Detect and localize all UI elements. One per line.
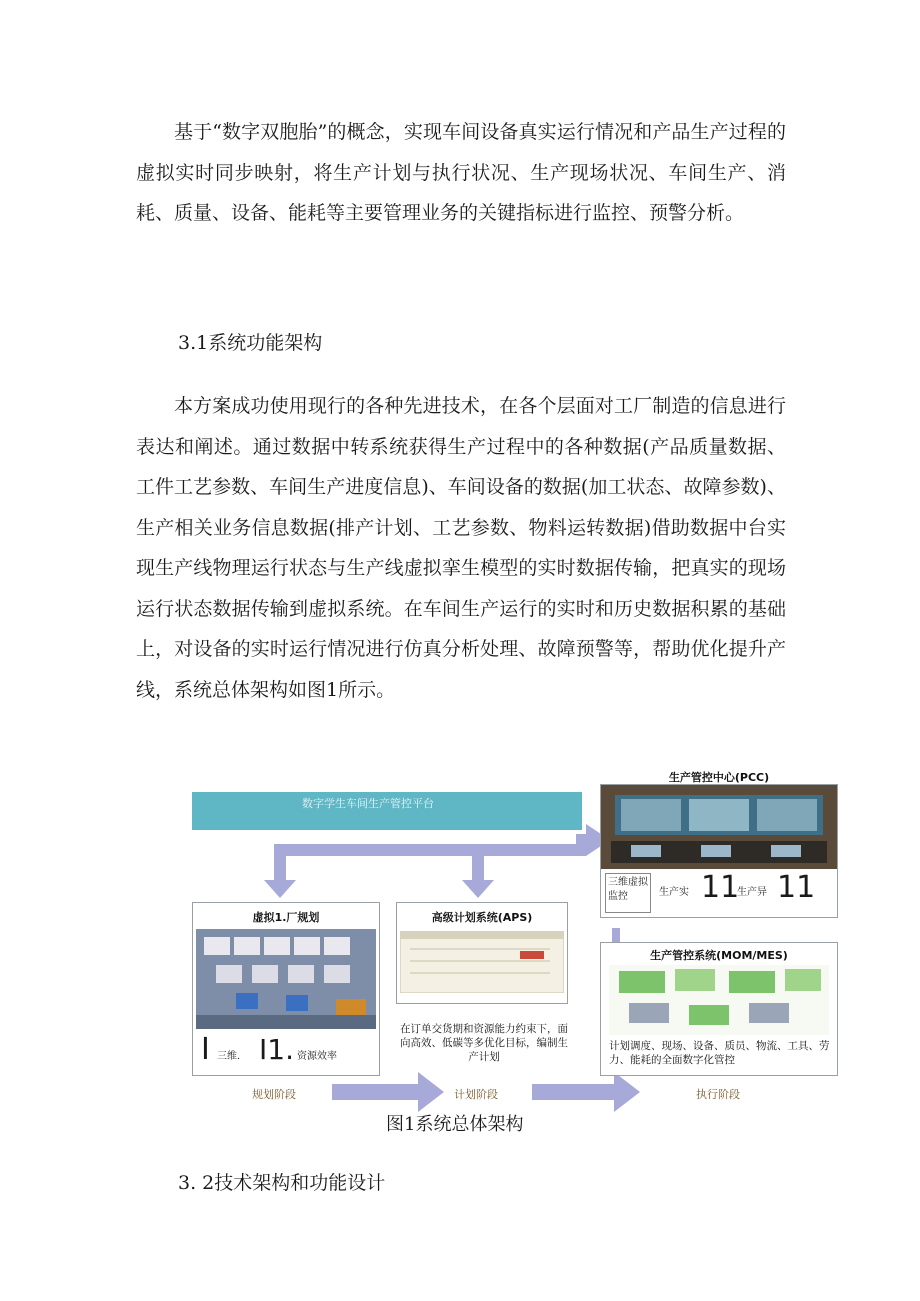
heading-3-1: 3.1系统功能架构 (178, 332, 323, 354)
pcc-cell-anomaly-num: 11 (777, 870, 816, 905)
stage-arrow-1-head (418, 1072, 444, 1112)
pcc-cell-realtime-num: 11 (701, 870, 740, 905)
pcc-cell-anomaly: 生产异 (737, 887, 767, 898)
architecture-figure (186, 762, 838, 1112)
pcc-cells (601, 871, 835, 911)
connector-left-down (274, 844, 286, 884)
paragraph-architecture: 本方案成功使用现行的各种先进技术，在各个层面对工厂制造的信息进行表达和阐述。通过数据中转系统获得生产过程中的各种数据(产品质量数据、工件工艺参数、车间生产进度信息)、车间设备的数据(加工状态、故障参数)、生产相关业务信息数据(排产计划、工艺参数、物料运转数据)借助数据中台实现生产线物理运行状态与生产线虚拟挛生模型的实时数据传输，把真实的现场运行状态数据传输到虚拟系统。在车间生产运行的实时和历史数据积累的基础上，对设备的实时运行情况进行仿真分析处理、故障预警等，帮助优化提升产线，系统总体架构如图1所示。 (136, 395, 786, 701)
virtual-cell-3d: 三维. (217, 1051, 241, 1062)
stage-arrow-1-body (332, 1084, 422, 1100)
figure-caption: 图1系统总体架构 (386, 1114, 524, 1135)
virtual-plant-box (192, 902, 380, 1076)
virtual-cell-efficiency: 资源效率 (297, 1051, 337, 1062)
aps-title: 高级计划系统(APS) (431, 911, 533, 924)
connector-horizontal (276, 844, 586, 856)
heading-3-2: 3. 2技术架构和功能设计 (178, 1172, 386, 1194)
platform-bar (192, 792, 582, 830)
stage-arrow-2-head (614, 1072, 640, 1112)
platform-label: 数字学生车间生产管控平台 (302, 797, 434, 810)
stage-planning: 规划阶段 (252, 1088, 296, 1101)
pcc-title: 生产管控中心(PCC) (668, 771, 770, 784)
virtual-cell-i1: I1. (259, 1033, 294, 1066)
stage-scheduling: 计划阶段 (454, 1088, 498, 1101)
pcc-cell-3d: 三维虚拟监控 (605, 873, 651, 913)
mes-description: 计划调度、现场、设备、质员、物流、工具、劳力、能耗的全面数字化管控 (609, 1040, 830, 1066)
arrow-down-mid (462, 880, 494, 898)
mes-title: 生产管控系统(MOM/MES) (650, 949, 788, 962)
mes-box (600, 942, 838, 1076)
aps-box (396, 902, 568, 1004)
virtual-cell-i: I (201, 1032, 210, 1067)
virtual-plant-title: 虚拟1.厂规划 (252, 911, 320, 924)
pcc-box (600, 771, 838, 918)
arrow-down-left (264, 880, 296, 898)
connector-mid-down (472, 844, 484, 884)
mes-image (609, 965, 829, 1035)
paragraph-intro: 基于“数字双胞胎”的概念，实现车间设备真实运行情况和产品生产过程的虚拟实时同步映射，将生产计划与执行状况、生产现场状况、车间生产、消耗、质量、设备、能耗等主要管理业务的关键指标进行监控、预警分析。 (136, 121, 786, 224)
virtual-plant-cells (197, 1033, 373, 1071)
aps-description: 在订单交货期和资源能力约束下，面向高效、低碳等多优化目标，编制生产计划 (400, 1023, 568, 1063)
stage-execution: 执行阶段 (696, 1088, 740, 1101)
aps-image (400, 931, 564, 993)
virtual-plant-image (196, 929, 376, 1029)
stage-arrow-2-body (532, 1084, 616, 1100)
pcc-image (601, 785, 837, 869)
pcc-cell-realtime: 生产实 (659, 887, 689, 898)
